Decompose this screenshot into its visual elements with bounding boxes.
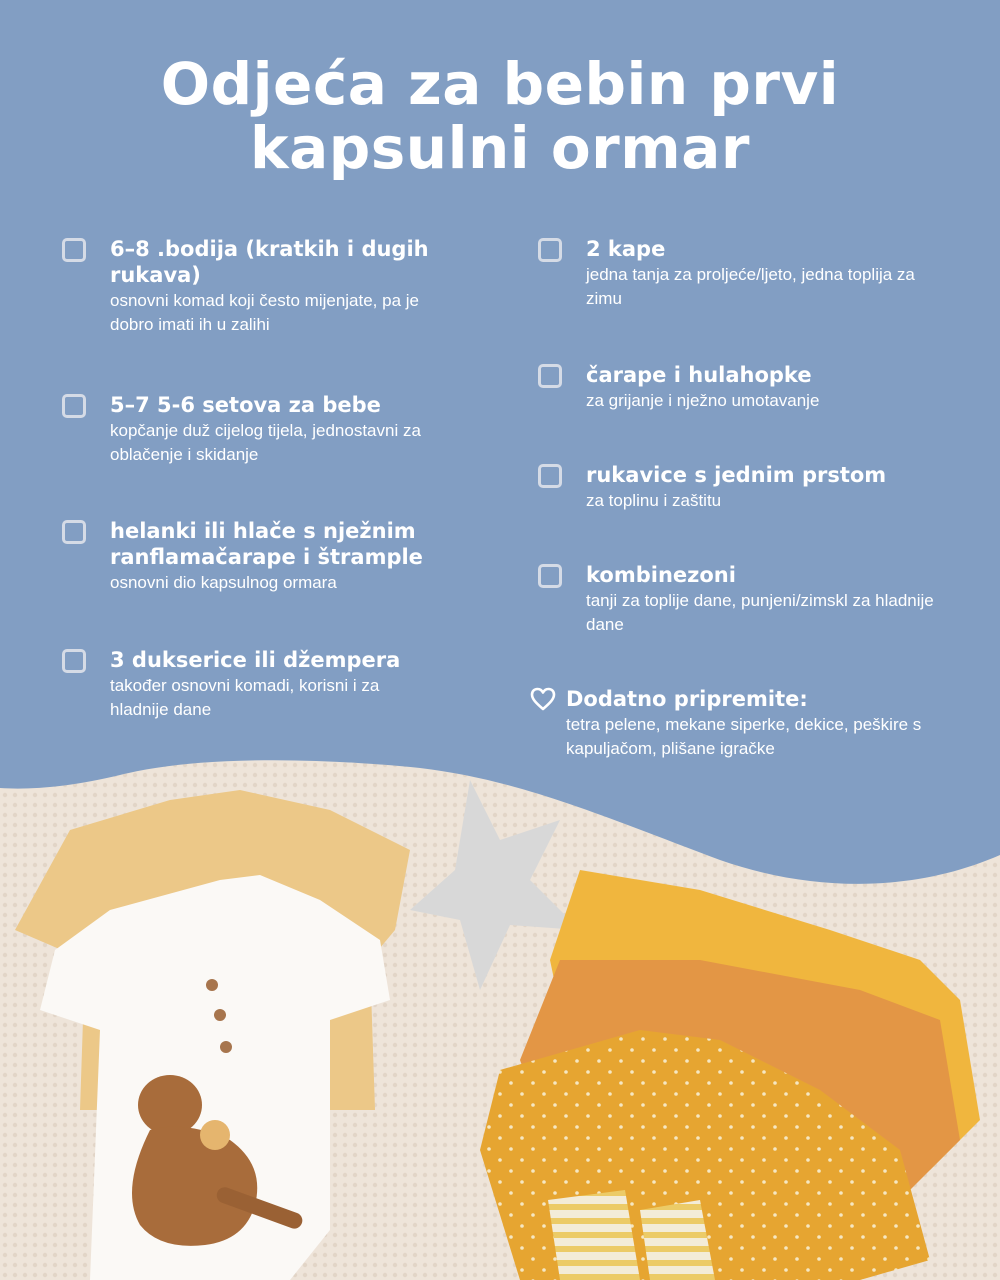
checkbox-icon[interactable] xyxy=(62,520,86,544)
extra-title: Dodatno pripremite: xyxy=(566,687,808,711)
item-desc: jedna tanja za proljeće/ljeto, jedna toplija za zimu xyxy=(586,265,915,308)
item-title: 2 kape xyxy=(586,237,666,261)
checkbox-icon[interactable] xyxy=(62,649,86,673)
item-desc: tanji za toplije dane, punjeni/zimskl za hladnije dane xyxy=(586,591,934,634)
item-title: kombinezoni xyxy=(586,563,736,587)
item-desc: osnovni dio kapsulnog ormara xyxy=(110,573,337,592)
checkbox-icon[interactable] xyxy=(538,364,562,388)
item-title: 3 dukserice ili džempera xyxy=(110,648,401,672)
item-desc: za toplinu i zaštitu xyxy=(586,491,722,510)
item-title: 5–7 5-6 setova za bebe xyxy=(110,393,381,417)
item-desc: osnovni komad koji često mijenjate, pa je dobro imati ih u zalihi xyxy=(110,291,419,334)
checkbox-icon[interactable] xyxy=(538,464,562,488)
item-desc: također osnovni komadi, korisni i za hladnije dane xyxy=(110,676,380,719)
heart-icon xyxy=(530,686,556,712)
item-desc: kopčanje duž cijelog tijela, jednostavni za oblačenje i skidanje xyxy=(110,421,421,464)
item-title: 6–8 .bodija (kratkih i dugih rukava) xyxy=(110,237,429,287)
checkbox-icon[interactable] xyxy=(62,238,86,262)
checkbox-icon[interactable] xyxy=(62,394,86,418)
page-title: Odjeća za bebin prvi kapsulni ormar xyxy=(160,50,840,182)
checkbox-icon[interactable] xyxy=(538,564,562,588)
item-title: čarape i hulahopke xyxy=(586,363,812,387)
item-title: helanki ili hlače s nježnim ranflamačarape i štrample xyxy=(110,519,423,569)
checkbox-icon[interactable] xyxy=(538,238,562,262)
item-desc: za grijanje i nježno umotavanje xyxy=(586,391,820,410)
extra-desc: tetra pelene, mekane siperke, dekice, peškire s kapuljačom, plišane igračke xyxy=(566,715,922,758)
item-title: rukavice s jednim prstom xyxy=(586,463,887,487)
